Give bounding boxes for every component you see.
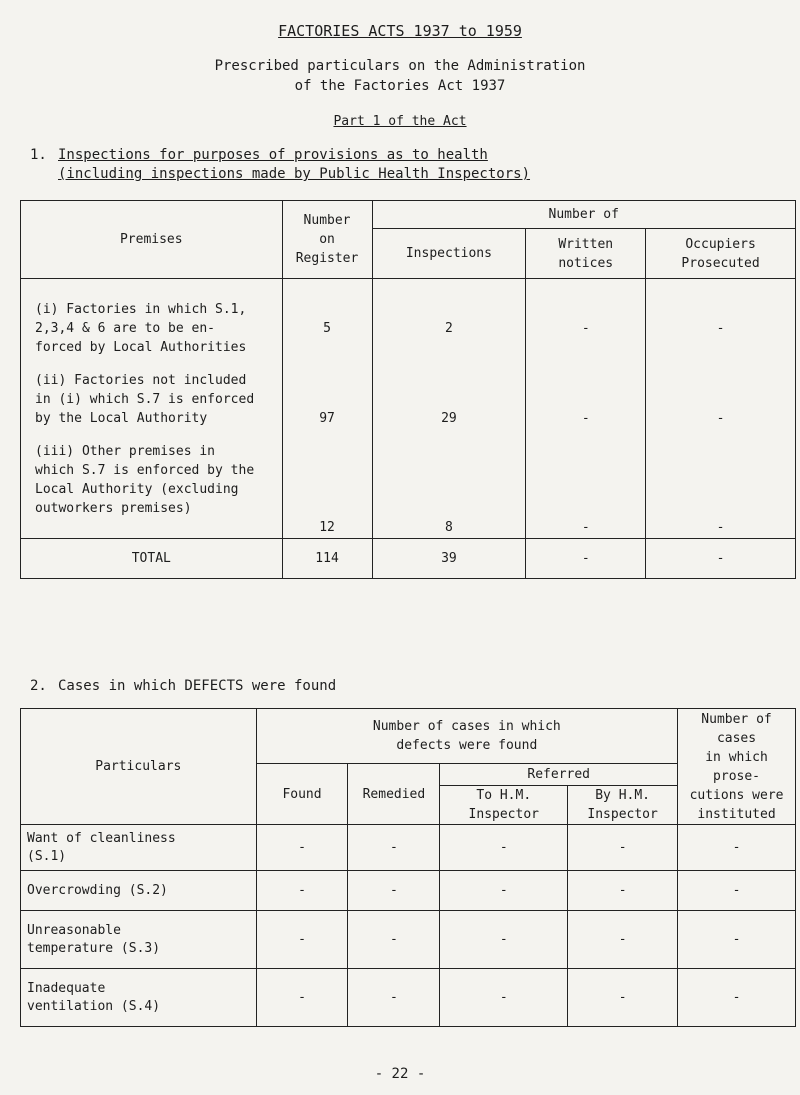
found-cell: - — [256, 825, 348, 871]
premises-item-iii: (iii) Other premises in which S.7 is enforced by the Local Authority (excluding outworkers premises) — [35, 443, 255, 516]
total-label: TOTAL — [21, 539, 283, 579]
subtitle-line-2: of the Factories Act 1937 — [294, 78, 506, 94]
header-written-notices: Written notices — [526, 229, 646, 279]
notices-cell: - - - — [526, 279, 646, 539]
particular-cell: Inadequate ventilation (S.4) — [21, 969, 257, 1027]
subtitle-line-1: Prescribed particulars on the Administration — [214, 58, 586, 74]
header-number-of: Number of — [372, 201, 796, 229]
header-particulars: Particulars — [21, 709, 257, 825]
header-number-of-cases: Number of cases in which defects were found — [256, 709, 677, 764]
section-1-number: 1. — [30, 147, 47, 163]
header-occupiers-prosecuted: Occupiers Prosecuted — [646, 229, 796, 279]
to-hm-cell: - — [440, 871, 568, 911]
table-row — [21, 871, 796, 911]
premises-cell — [21, 279, 283, 539]
prosecutions-cell: - — [678, 969, 796, 1027]
premises-item-i: (i) Factories in which S.1, 2,3,4 & 6 are to be en- forced by Local Authorities — [35, 301, 247, 355]
section-2-title: Cases in which DEFECTS were found — [58, 678, 337, 694]
particular-cell: Want of cleanliness (S.1) — [21, 825, 257, 871]
to-hm-cell: - — [440, 969, 568, 1027]
section-1-heading — [30, 147, 488, 163]
remedied-cell: - — [348, 825, 440, 871]
header-to-hm-inspector: To H.M. Inspector — [440, 786, 568, 825]
register-cell: 5 97 12 — [282, 279, 372, 539]
table-row — [21, 911, 796, 969]
defects-table — [20, 708, 796, 1027]
header-found: Found — [256, 764, 348, 825]
inspections-table — [20, 200, 796, 579]
total-register: 114 — [282, 539, 372, 579]
prosecutions-cell: - — [678, 825, 796, 871]
by-hm-cell: - — [568, 911, 678, 969]
total-row — [21, 539, 796, 579]
inspections-cell: 2 29 8 — [372, 279, 526, 539]
table-row — [21, 825, 796, 871]
prosecutions-cell: - — [678, 911, 796, 969]
to-hm-cell: - — [440, 825, 568, 871]
total-prosecuted: - — [646, 539, 796, 579]
found-cell: - — [256, 871, 348, 911]
to-hm-cell: - — [440, 911, 568, 969]
by-hm-cell: - — [568, 871, 678, 911]
header-premises: Premises — [21, 201, 283, 279]
premises-item-ii: (ii) Factories not included in (i) which S.7 is enforced by the Local Authority — [35, 372, 255, 426]
total-notices: - — [526, 539, 646, 579]
section-2-number: 2. — [30, 678, 47, 694]
total-inspections: 39 — [372, 539, 526, 579]
header-referred: Referred — [440, 764, 678, 786]
part-heading: Part 1 of the Act — [333, 114, 467, 129]
table-row — [21, 969, 796, 1027]
particular-cell: Unreasonable temperature (S.3) — [21, 911, 257, 969]
page-number: - 22 - — [374, 1066, 426, 1082]
section-1-title-line-2: (including inspections made by Public Health Inspectors) — [58, 166, 531, 182]
section-2-heading — [30, 678, 336, 694]
page-title: FACTORIES ACTS 1937 to 1959 — [278, 22, 522, 40]
header-prosecutions: Number of cases in which prose- cutions were instituted — [678, 709, 796, 825]
header-inspections: Inspections — [372, 229, 526, 279]
by-hm-cell: - — [568, 969, 678, 1027]
remedied-cell: - — [348, 969, 440, 1027]
particular-cell: Overcrowding (S.2) — [21, 871, 257, 911]
prosecutions-cell: - — [678, 871, 796, 911]
by-hm-cell: - — [568, 825, 678, 871]
header-remedied: Remedied — [348, 764, 440, 825]
header-by-hm-inspector: By H.M. Inspector — [568, 786, 678, 825]
prosecuted-cell: - - - — [646, 279, 796, 539]
remedied-cell: - — [348, 871, 440, 911]
found-cell: - — [256, 911, 348, 969]
section-1-title-line-1: Inspections for purposes of provisions as to health — [58, 147, 488, 163]
header-number-on-register: Number on Register — [282, 201, 372, 279]
found-cell: - — [256, 969, 348, 1027]
remedied-cell: - — [348, 911, 440, 969]
